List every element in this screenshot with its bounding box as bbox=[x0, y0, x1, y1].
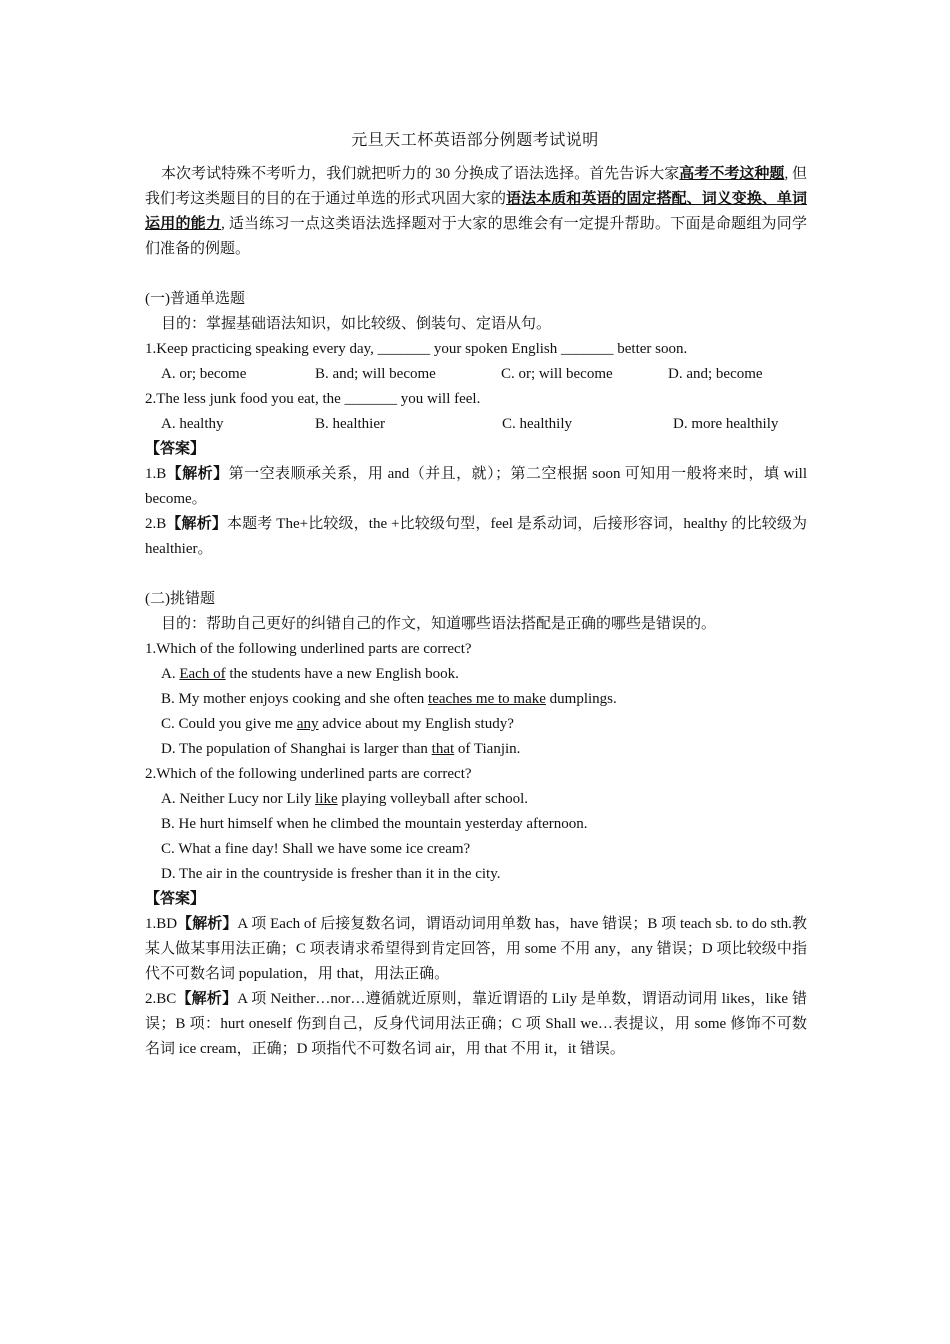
s2-q1-option-d bbox=[145, 737, 807, 762]
option-c: C. or; will become bbox=[501, 366, 613, 382]
s2-q2-option-b: B. He hurt himself when he climbed the mountain yesterday afternoon. bbox=[161, 816, 588, 832]
intro-text-2: , 但我们考这类题目的目的在于通过单选的形式巩固大家的 bbox=[145, 166, 807, 207]
option-text: dumplings. bbox=[545, 691, 617, 707]
option-text: D. The population of Shanghai is larger than bbox=[161, 741, 432, 757]
analysis-tag: 【解析】 bbox=[166, 516, 227, 532]
option-b: B. and; will become bbox=[315, 366, 436, 382]
option-c: C. healthily bbox=[502, 416, 572, 432]
analysis-tag: 【解析】 bbox=[166, 466, 229, 482]
analysis-text: 第一空表顺承关系，用 and（并且，就）；第二空根据 soon 可知用一般将来时，填 will become。 bbox=[145, 466, 807, 507]
intro-text-1: 本次考试特殊不考听力，我们就把听力的 30 分换成了语法选择。首先告诉大家 bbox=[161, 166, 680, 182]
option-text: playing volleyball after school. bbox=[337, 791, 528, 807]
option-a: A. healthy bbox=[161, 416, 224, 432]
s2-answer-2 bbox=[145, 987, 807, 1062]
s1-q1-options bbox=[145, 362, 807, 387]
answer-prefix: 1.B bbox=[145, 466, 167, 482]
option-text: of Tianjin. bbox=[454, 741, 521, 757]
s1-q1-stem: 1.Keep practicing speaking every day, _______ your spoken English _______ better soon. bbox=[145, 341, 688, 357]
s1-q2-stem: 2.The less junk food you eat, the _______ you will feel. bbox=[145, 391, 481, 407]
s1-answer-2 bbox=[145, 512, 807, 562]
section1-heading: (一)普通单选题 bbox=[145, 291, 245, 307]
answer-prefix: 2.B bbox=[145, 516, 167, 532]
s2-q1-option-a bbox=[145, 662, 807, 687]
section2-purpose: 目的：帮助自己更好的纠错自己的作文，知道哪些语法搭配是正确的哪些是错误的。 bbox=[161, 616, 717, 632]
s2-q1-option-b bbox=[145, 687, 807, 712]
s2-answer-1 bbox=[145, 912, 807, 987]
intro-emphasis-2: 语法本质和英语的固定搭配、词义变换、单词运用的能力 bbox=[145, 191, 807, 232]
option-text: A. bbox=[161, 666, 180, 682]
s2-q2-option-a bbox=[145, 787, 807, 812]
option-text: B. My mother enjoys cooking and she often bbox=[161, 691, 429, 707]
s2-answer-heading: 【答案】 bbox=[145, 891, 206, 907]
option-d: D. more healthily bbox=[673, 416, 779, 432]
option-text: advice about my English study? bbox=[318, 716, 514, 732]
section2-heading: (二)挑错题 bbox=[145, 591, 215, 607]
analysis-text: 本题考 The+比较级，the +比较级句型，feel 是系动词，后接形容词，healthy 的比较级为 healthier。 bbox=[145, 516, 807, 557]
option-text: A. Neither Lucy nor Lily bbox=[161, 791, 316, 807]
document-title: 元旦天工杯英语部分例题考试说明 bbox=[351, 130, 599, 149]
intro-emphasis-1: 高考不考这种题 bbox=[679, 166, 785, 182]
underlined-part: teaches me to make bbox=[428, 691, 546, 707]
underlined-part: Each of bbox=[179, 666, 226, 682]
s2-q2-option-d: D. The air in the countryside is fresher than it in the city. bbox=[161, 866, 501, 882]
intro-paragraph bbox=[145, 162, 807, 262]
analysis-text: A 项 Each of 后接复数名词，谓语动词用单数 has，have 错误；B 项 teach sb. to do sth.教某人做某事用法正确；C 项表请求希望得到肯定回答，用 some 不用 any，any 错误；D 项比较级中指代不可数名词 population，用 that，用法正确。 bbox=[145, 916, 807, 982]
s1-answer-heading: 【答案】 bbox=[145, 441, 206, 457]
underlined-part: like bbox=[315, 791, 338, 807]
analysis-tag: 【解析】 bbox=[176, 991, 238, 1007]
option-text: C. Could you give me bbox=[161, 716, 297, 732]
s2-q1-option-c bbox=[145, 712, 807, 737]
answer-prefix: 1.BD bbox=[145, 916, 178, 932]
analysis-text: A 项 Neither…nor…遵循就近原则，靠近谓语的 Lily 是单数，谓语动词用 likes，like 错误；B 项：hurt oneself 伤到自己，反身代词用法正确；C 项 Shall we…表提议，用 some 修饰不可数名词 ice cream，正确；D 项指代不可数名词 air，用 that 不用 it，it 错误。 bbox=[145, 991, 807, 1057]
underlined-part: that bbox=[431, 741, 455, 757]
intro-text-3: , 适当练习一点这类语法选择题对于大家的思维会有一定提升帮助。下面是命题组为同学们准备的例题。 bbox=[145, 216, 807, 257]
answer-prefix: 2.BC bbox=[145, 991, 177, 1007]
analysis-tag: 【解析】 bbox=[177, 916, 238, 932]
option-text: the students have a new English book. bbox=[225, 666, 459, 682]
section1-purpose: 目的：掌握基础语法知识，如比较级、倒装句、定语从句。 bbox=[161, 316, 552, 332]
document-body bbox=[145, 162, 807, 1062]
s2-q2-option-c: C. What a fine day! Shall we have some ice cream? bbox=[161, 841, 471, 857]
s1-q2-options bbox=[145, 412, 807, 437]
option-b: B. healthier bbox=[315, 416, 385, 432]
option-a: A. or; become bbox=[161, 366, 247, 382]
option-d: D. and; become bbox=[668, 366, 763, 382]
s2-q1-stem: 1.Which of the following underlined parts are correct? bbox=[145, 641, 472, 657]
underlined-part: any bbox=[296, 716, 319, 732]
s2-q2-stem: 2.Which of the following underlined parts are correct? bbox=[145, 766, 472, 782]
s1-answer-1 bbox=[145, 462, 807, 512]
